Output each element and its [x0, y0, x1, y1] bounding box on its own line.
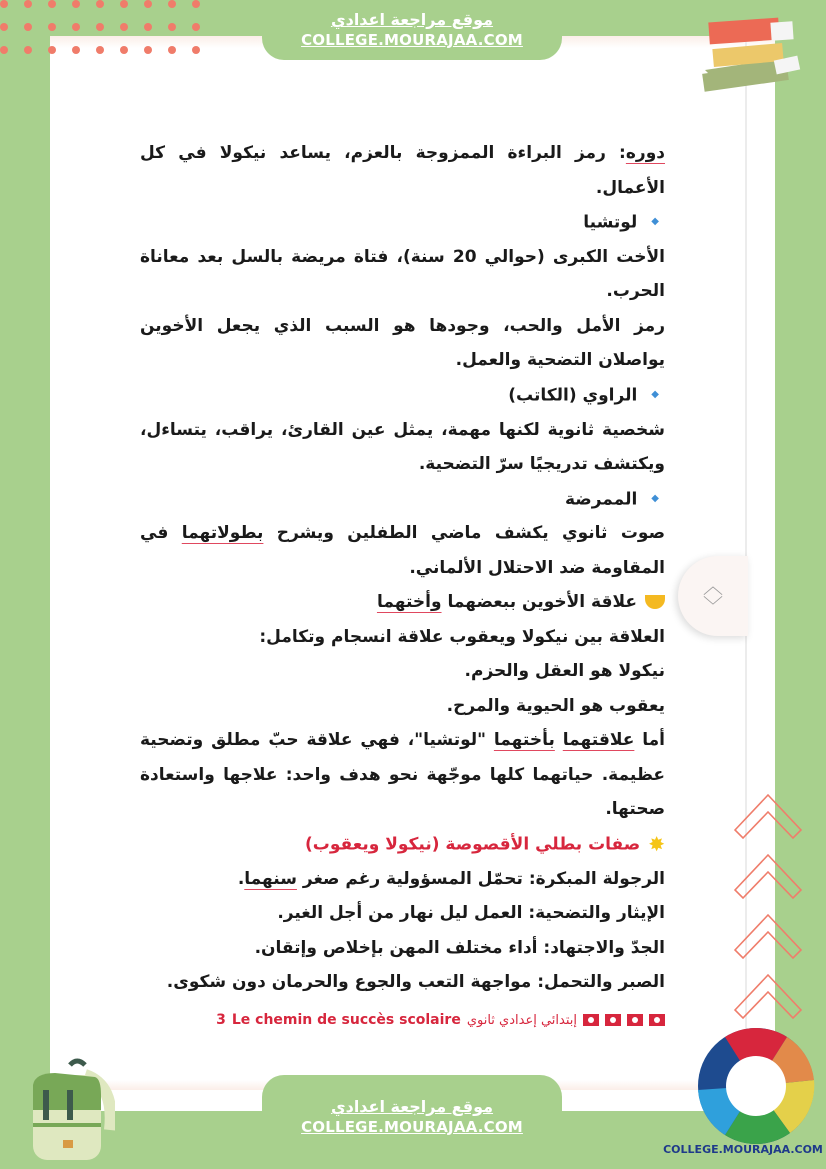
bullet-narrator: ◆ الراوي (الكاتب)	[140, 378, 665, 413]
sparkle-icon: ✸	[648, 831, 665, 856]
decorative-dots	[0, 0, 210, 60]
scroll-navigation-button[interactable]	[678, 556, 748, 636]
line-nicola: نيكولا هو العقل والحزم.	[464, 661, 665, 682]
handshake-icon	[645, 595, 665, 609]
line-lucia-desc: الأخت الكبرى (حوالي 20 سنة)، فتاة مريضة بالسل بعد معاناة الحرب.	[140, 246, 665, 302]
backpack-icon	[15, 1055, 115, 1165]
logo-site-label: COLLEGE.MOURAJAA.COM	[663, 1143, 823, 1156]
heading-brothers-relation: علاقة الأخوين ببعضهما وأختهما	[140, 585, 665, 620]
decorative-chevrons	[733, 790, 803, 1030]
trait-altruism: الإيثار والتضحية: العمل ليل نهار من أجل الغير.	[277, 903, 665, 923]
trait-early-manhood: الرجولة المبكرة: تحمّل المسؤولية رغم صغر سنهما.	[237, 868, 665, 889]
tunisia-flag-icon	[649, 1014, 665, 1026]
line-jacob: يعقوب هو الحيوية والمرح.	[446, 695, 665, 716]
footer-site-banner[interactable]	[262, 1075, 562, 1169]
line-relation-intro: العلاقة بين نيكولا ويعقوب علاقة انسجام وتكامل:	[259, 626, 665, 647]
tunisia-flag-icon	[605, 1014, 621, 1026]
tunisia-flag-icon	[583, 1014, 599, 1026]
chevron-up-icon[interactable]: ︿	[703, 574, 723, 598]
bullet-nurse: ◆ الممرضة	[140, 482, 665, 517]
page-number: 3	[216, 1012, 226, 1028]
header-site-link[interactable]: COLLEGE.MOURAJAA.COM	[301, 31, 523, 49]
trait-diligence: الجدّ والاجتهاد: أداء مختلف المهن بإخلاص وإتقان.	[254, 937, 665, 958]
page-footer	[140, 1012, 665, 1028]
footer-site-link[interactable]: COLLEGE.MOURAJAA.COM	[301, 1118, 523, 1136]
tunisia-flag-icon	[627, 1014, 643, 1026]
header-arabic-title: موقع مراجعة اعدادي	[330, 10, 494, 29]
underlined-word: بأختهما	[493, 730, 555, 751]
footer-french: Le chemin de succès scolaire	[231, 1012, 461, 1028]
school-subjects-logo	[695, 1025, 817, 1147]
document-body	[140, 136, 665, 1000]
bullet-lucia: ◆ لوتشيا	[140, 205, 665, 240]
line-narrator-desc: شخصية ثانوية لكنها مهمة، يمثل عين القارئ، يراقب، يتساءل، ويكتشف تدريجيًا سرّ التضحية.	[140, 419, 665, 474]
underlined-word: سنهما	[244, 868, 297, 889]
books-icon	[695, 10, 805, 92]
line-text: : رمز البراءة الممزوجة بالعزم، يساعد نيكولا في كل الأعمال.	[140, 143, 665, 198]
line-sister-relation: أما علاقتهما بأختهما "لوتشيا"، فهي علاقة حبّ مطلق وتضحية عظيمة. حياتهما كلها موجّهة نحو هدف واحد: علاجها واستعادة صحتها.	[140, 730, 666, 820]
underlined-word: وأختهما	[376, 592, 442, 613]
underlined-word: علاقتهما	[562, 730, 635, 751]
line-nurse-desc: صوت ثانوي يكشف ماضي الطفلين ويشرح بطولاتهما في المقاومة ضد الاحتلال الألماني.	[140, 523, 666, 578]
header-site-banner[interactable]	[262, 0, 562, 60]
line-lucia-symbol: رمز الأمل والحب، وجودها هو السبب الذي يجعل الأخوين يواصلان التضحية والعمل.	[140, 315, 665, 371]
line-role-jacob	[140, 136, 665, 205]
heading-heroes-traits	[140, 827, 665, 862]
footer-arabic: إبتدائي إعدادي ثانوي	[466, 1012, 577, 1028]
heading-text: صفات بطلي الأقصوصة (نيكولا ويعقوب)	[304, 834, 641, 854]
underlined-word: دوره	[625, 143, 665, 163]
chevron-down-icon[interactable]: ﹀	[703, 594, 723, 618]
footer-arabic-title: موقع مراجعة اعدادي	[330, 1097, 494, 1116]
underlined-word: بطولاتهما	[181, 523, 264, 544]
trait-patience: الصبر والتحمل: مواجهة التعب والجوع والحرمان دون شكوى.	[166, 972, 665, 992]
